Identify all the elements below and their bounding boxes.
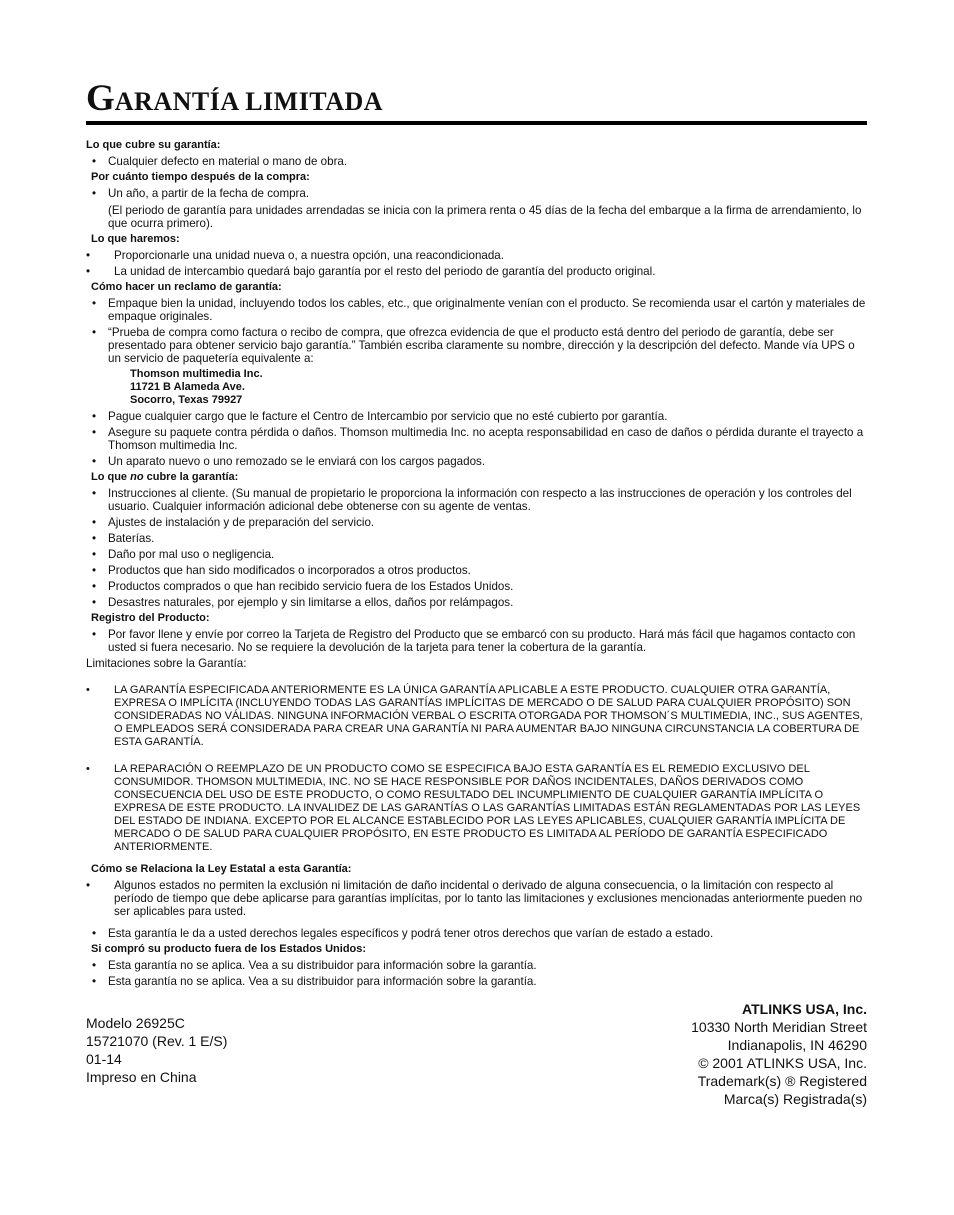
page-title — [86, 80, 383, 117]
address-line: Thomson multimedia Inc. — [130, 368, 263, 380]
list-item: • La unidad de intercambio quedará bajo garantía por el resto del periodo de garantía del producto original. — [86, 265, 867, 278]
spacer — [86, 670, 867, 681]
list-item: • Baterías. — [86, 532, 867, 545]
heading-not-covered-pre: Lo que — [91, 471, 131, 483]
trademark-es: Marca(s) Registrada(s) — [723, 1091, 867, 1107]
heading-claim: Cómo hacer un reclamo de garantía: — [91, 281, 282, 293]
list-item: • Empaque bien la unidad, incluyendo todos los cables, etc., que originalmente venían con el producto. Se recomienda usar el cartón y materiales de empaque originales. — [86, 297, 867, 323]
lease-note: (El periodo de garantía para unidades arrendadas se inicia con la primera renta o 45 días de la fecha del embarque a la firma de arrendamiento, lo que ocurra primero). — [108, 204, 862, 230]
address-line: Socorro, Texas 79927 — [130, 394, 243, 406]
list-item: • Instrucciones al cliente. (Su manual de propietario le proporciona la información con respecto a las instrucciones de operación y los controles del usuario. Cualquier información adicional debe obtenerse con su agente de ventas. — [86, 487, 867, 513]
company-street: 10330 North Meridian Street — [691, 1019, 867, 1035]
heading-limitations: Limitaciones sobre la Garantía: — [86, 657, 247, 670]
heading-not-covered-em: no — [130, 471, 144, 483]
company-name: ATLINKS USA, Inc. — [742, 1001, 867, 1017]
trademark: Trademark(s) ® Registered — [697, 1073, 867, 1089]
list-item: • Productos que han sido modificados o incorporados a otros productos. — [86, 564, 867, 577]
model-info — [86, 1014, 227, 1086]
copyright: © 2001 ATLINKS USA, Inc. — [698, 1055, 867, 1071]
title-initial: G — [86, 78, 115, 119]
heading-what-we-do: Lo que haremos: — [91, 233, 180, 245]
list-item: • Productos comprados o que han recibido servicio fuera de los Estados Unidos. — [86, 580, 867, 593]
list-item: • Cualquier defecto en material o mano de obra. — [86, 155, 867, 168]
spacer — [86, 854, 867, 860]
list-item: • Ajustes de instalación y de preparación del servicio. — [86, 516, 867, 529]
list-item: • Daño por mal uso o negligencia. — [86, 548, 867, 561]
heading-registration: Registro del Producto: — [91, 612, 210, 624]
company-city: Indianapolis, IN 46290 — [727, 1037, 867, 1053]
model-number: Modelo 26925C — [86, 1015, 185, 1031]
list-item: • Algunos estados no permiten la exclusión ni limitación de daño incidental o derivado de alguna consecuencia, o la limitación con respecto al período de tiempo que debe aplicarse para garantías implícitas, por lo tanto las limitaciones y exclusiones mencionadas anteriormente pueden no ser aplicables para usted. — [86, 879, 867, 918]
list-item: • Un aparato nuevo o uno remozado se le enviará con los cargos pagados. — [86, 455, 867, 468]
address-line: 11721 B Alameda Ave. — [130, 381, 245, 393]
list-item: • Desastres naturales, por ejemplo y sin limitarse a ellos, daños por relámpagos. — [86, 596, 867, 609]
list-item: • Esta garantía le da a usted derechos legales específicos y podrá tener otros derechos que varían de estado a estado. — [86, 927, 867, 940]
list-item: • LA GARANTÍA ESPECIFICADA ANTERIORMENTE ES LA ÚNICA GARANTÍA APLICABLE A ESTE PRODUCTO. CUALQUIER OTRA GARANTÍA, EXPRESA O IMPLÍCITA (INCLUYENDO TODAS LAS GARANTÍAS IMPLÍCITAS DE MERCADO O DE SALUD PARA CUALQUIER PROPÓSITO) SON CONSIDERADAS NO VÁLIDAS. NINGUNA INFORMACIÓN VERBAL O ESCRITA OTORGADA POR THOMSON´S MULTIMEDIA, INC., SUS AGENTES, O EMPLEADOS SERÁ CONSIDERADA PARA CREAR UNA GARANTÍA NI PARA AUMENTAR BAJO NINGUNA CIRCUNSTANCIA LA COBERTURA DE ESTA GARANTÍA. — [86, 684, 867, 749]
company-info — [691, 1000, 867, 1108]
spacer — [86, 749, 867, 760]
list-item: • LA REPARACIÓN O REEMPLAZO DE UN PRODUCTO COMO SE ESPECIFICA BAJO ESTA GARANTÍA ES EL REMEDIO EXCLUSIVO DEL CONSUMIDOR. THOMSON MULTIMEDIA, INC. NO SE HACE RESPONSIBLE POR DAÑOS INCIDENTALES, DAÑOS DERIVADOS COMO CONSECUENCIA DEL USO DE ESTE PRODUCTO, O COMO RESULTADO DEL INCUMPLIMIENTO DE CUALQUIER GARANTÍA IMPLÍCITA O EXPRESA DE ESTE PRODUCTO. LA INVALIDEZ DE LAS GARANTÍAS O LAS GARANTÍAS LIMITADAS ESTÁN REGLAMENTADAS POR LAS LEYES DEL ESTADO DE INDIANA. EXCEPTO POR EL ALCANCE ESTABLECIDO POR LAS LEYES APLICABLES, CUALQUIER GARANTÍA IMPLÍCITA DE MERCADO O DE SALUD PARA CUALQUIER PROPÓSITO, EN ESTE PRODUCTO ES LIMITADA AL PERÍODO DE GARANTÍA ESPECIFICADO ANTERIORMENTE. — [86, 763, 867, 854]
heading-coverage: Lo que cubre su garantía: — [86, 139, 221, 151]
list-item: • “Prueba de compra como factura o recibo de compra, que ofrezca evidencia de que el producto está dentro del periodo de garantía, debe ser presentado para obtener servicio bajo garantía.” También escriba claramente su nombre, dirección y la descripción del defecto. Mande vía UPS o un servicio de paquetería equivalente a: — [86, 326, 867, 365]
list-item: • Pague cualquier cargo que le facture el Centro de Intercambio por servicio que no esté cubierto por garantía. — [86, 410, 867, 423]
warranty-content — [86, 139, 867, 988]
title-rule — [86, 121, 867, 125]
list-item: • Esta garantía no se aplica. Vea a su distribuidor para información sobre la garantía. — [86, 975, 867, 988]
heading-duration: Por cuánto tiempo después de la compra: — [91, 171, 310, 183]
part-number: 15721070 (Rev. 1 E/S) — [86, 1033, 228, 1049]
list-item: • Por favor llene y envíe por correo la Tarjeta de Registro del Producto que se embarcó con su producto. Hará más fácil que hagamos contacto con usted si fuera necesario. No se requiere la devolución de la tarjeta para tener la cobertura de la garantía. — [86, 628, 867, 654]
list-item: • Asegure su paquete contra pérdida o daños. Thomson multimedia Inc. no acepta responsabilidad en caso de daños o pérdida durante el trayecto a Thomson multimedia Inc. — [86, 426, 867, 452]
spacer — [86, 918, 867, 924]
shipping-address — [86, 368, 867, 407]
list-item: • Un año, a partir de la fecha de compra. — [86, 187, 867, 200]
list-item: • Esta garantía no se aplica. Vea a su distribuidor para información sobre la garantía. — [86, 959, 867, 972]
heading-not-covered-post: cubre la garantía: — [143, 471, 239, 483]
heading-outside-us: Si compró su producto fuera de los Estados Unidos: — [91, 943, 367, 955]
print-date: 01-14 — [86, 1051, 122, 1067]
heading-state-law: Cómo se Relaciona la Ley Estatal a esta Garantía: — [91, 863, 352, 875]
heading-not-covered — [91, 471, 867, 484]
title-rest: ARANTÍA LIMITADA — [114, 87, 384, 116]
list-item: • Proporcionarle una unidad nueva o, a nuestra opción, una reacondicionada. — [86, 249, 867, 262]
print-origin: Impreso en China — [86, 1069, 197, 1085]
